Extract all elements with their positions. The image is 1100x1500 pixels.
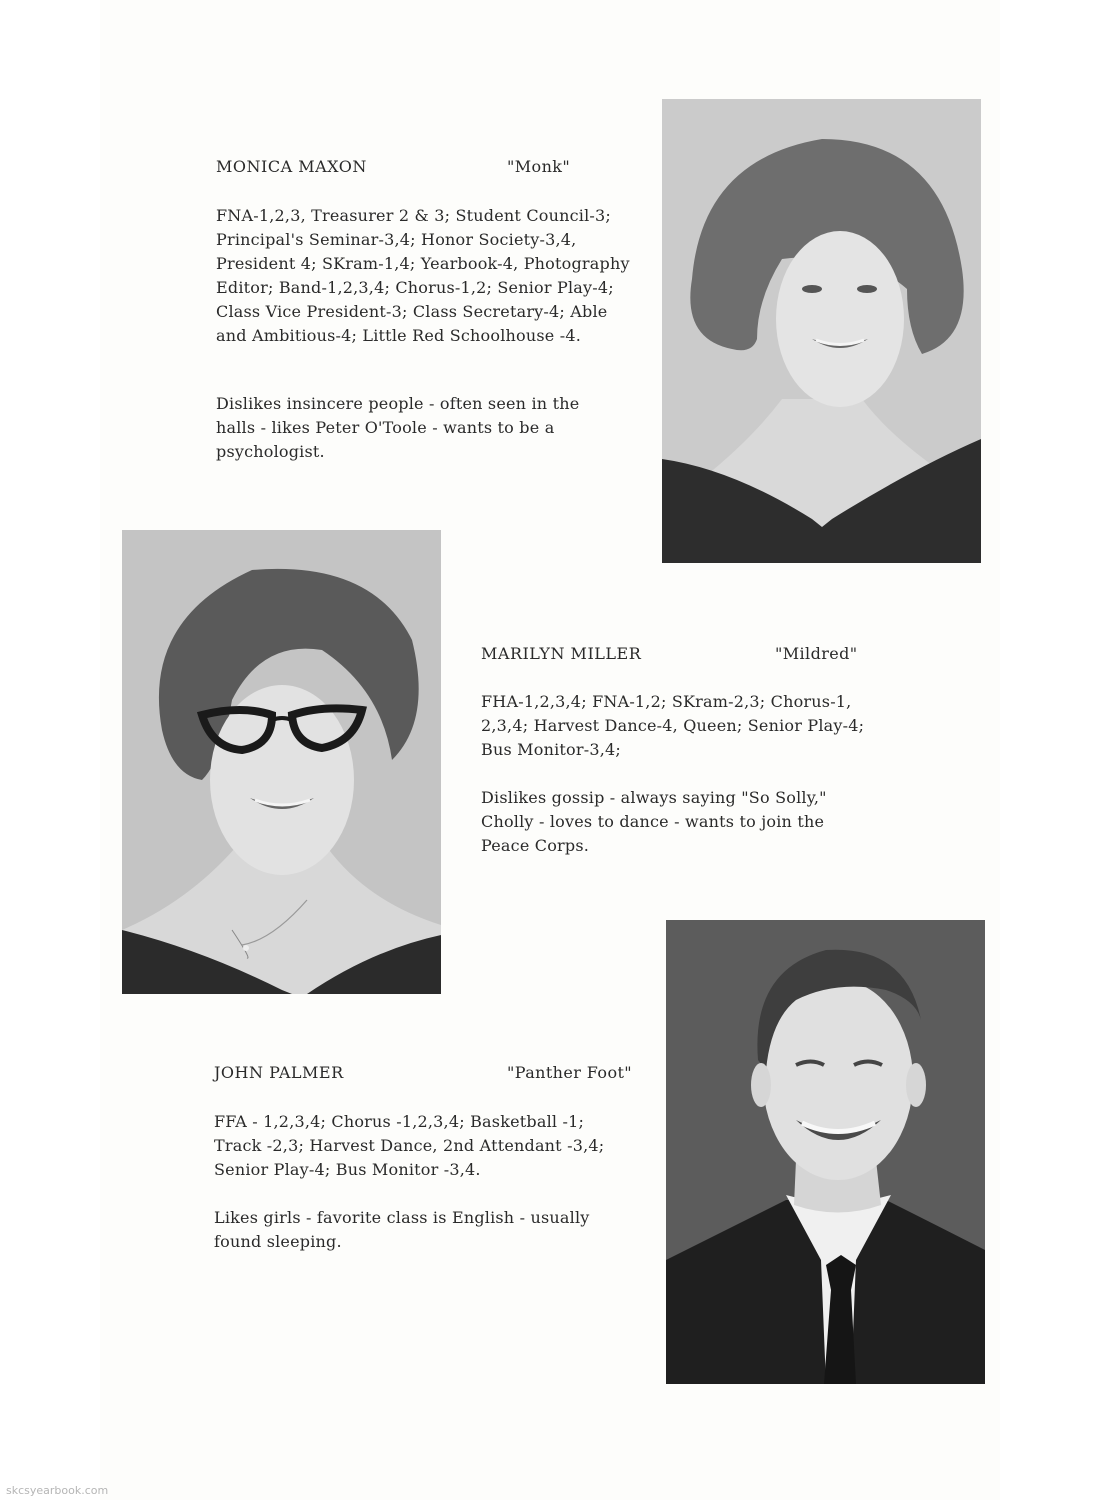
- portrait-girl-bouffant-glasses: [122, 530, 441, 994]
- student-remarks: Dislikes gossip - always saying "So Solly," Cholly - loves to dance - wants to join the Peace Corps.: [481, 788, 827, 855]
- portrait-girl-bob-hair: [662, 99, 981, 563]
- student-name: MONICA MAXON: [216, 157, 367, 176]
- student-activities: FNA-1,2,3, Treasurer 2 & 3; Student Council-3; Principal's Seminar-3,4; Honor Society-3,4, President 4; SKram-1,4; Yearbook-4, Photography Editor; Band-1,2,3,4; Chorus-1,2; Senior Play-4; Class Vice President-3; Class Secretary-4; Able and Ambitious-4; Little Red Schoolhouse -4.: [216, 206, 630, 345]
- portrait-boy-suit-tie: [666, 920, 985, 1384]
- student-activities: FFA - 1,2,3,4; Chorus -1,2,3,4; Basketball -1; Track -2,3; Harvest Dance, 2nd Attendant -3,4; Senior Play-4; Bus Monitor -3,4.: [214, 1112, 605, 1179]
- student-portrait-photo: [662, 99, 981, 563]
- student-nickname: "Panther Foot": [507, 1063, 633, 1082]
- student-remarks: Likes girls - favorite class is English - usually found sleeping.: [214, 1208, 590, 1251]
- student-portrait-photo: [666, 920, 985, 1384]
- student-portrait-photo: [122, 530, 441, 994]
- student-name: JOHN PALMER: [214, 1063, 344, 1082]
- student-remarks: Dislikes insincere people - often seen in the halls - likes Peter O'Toole - wants to be a psychologist.: [216, 394, 580, 461]
- student-nickname: "Monk": [507, 157, 571, 176]
- student-nickname: "Mildred": [775, 644, 858, 663]
- student-activities: FHA-1,2,3,4; FNA-1,2; SKram-2,3; Chorus-1, 2,3,4; Harvest Dance-4, Queen; Senior Play-4; Bus Monitor-3,4;: [481, 692, 865, 759]
- site-watermark: skcsyearbook.com: [6, 1484, 109, 1497]
- student-name: MARILYN MILLER: [481, 644, 642, 663]
